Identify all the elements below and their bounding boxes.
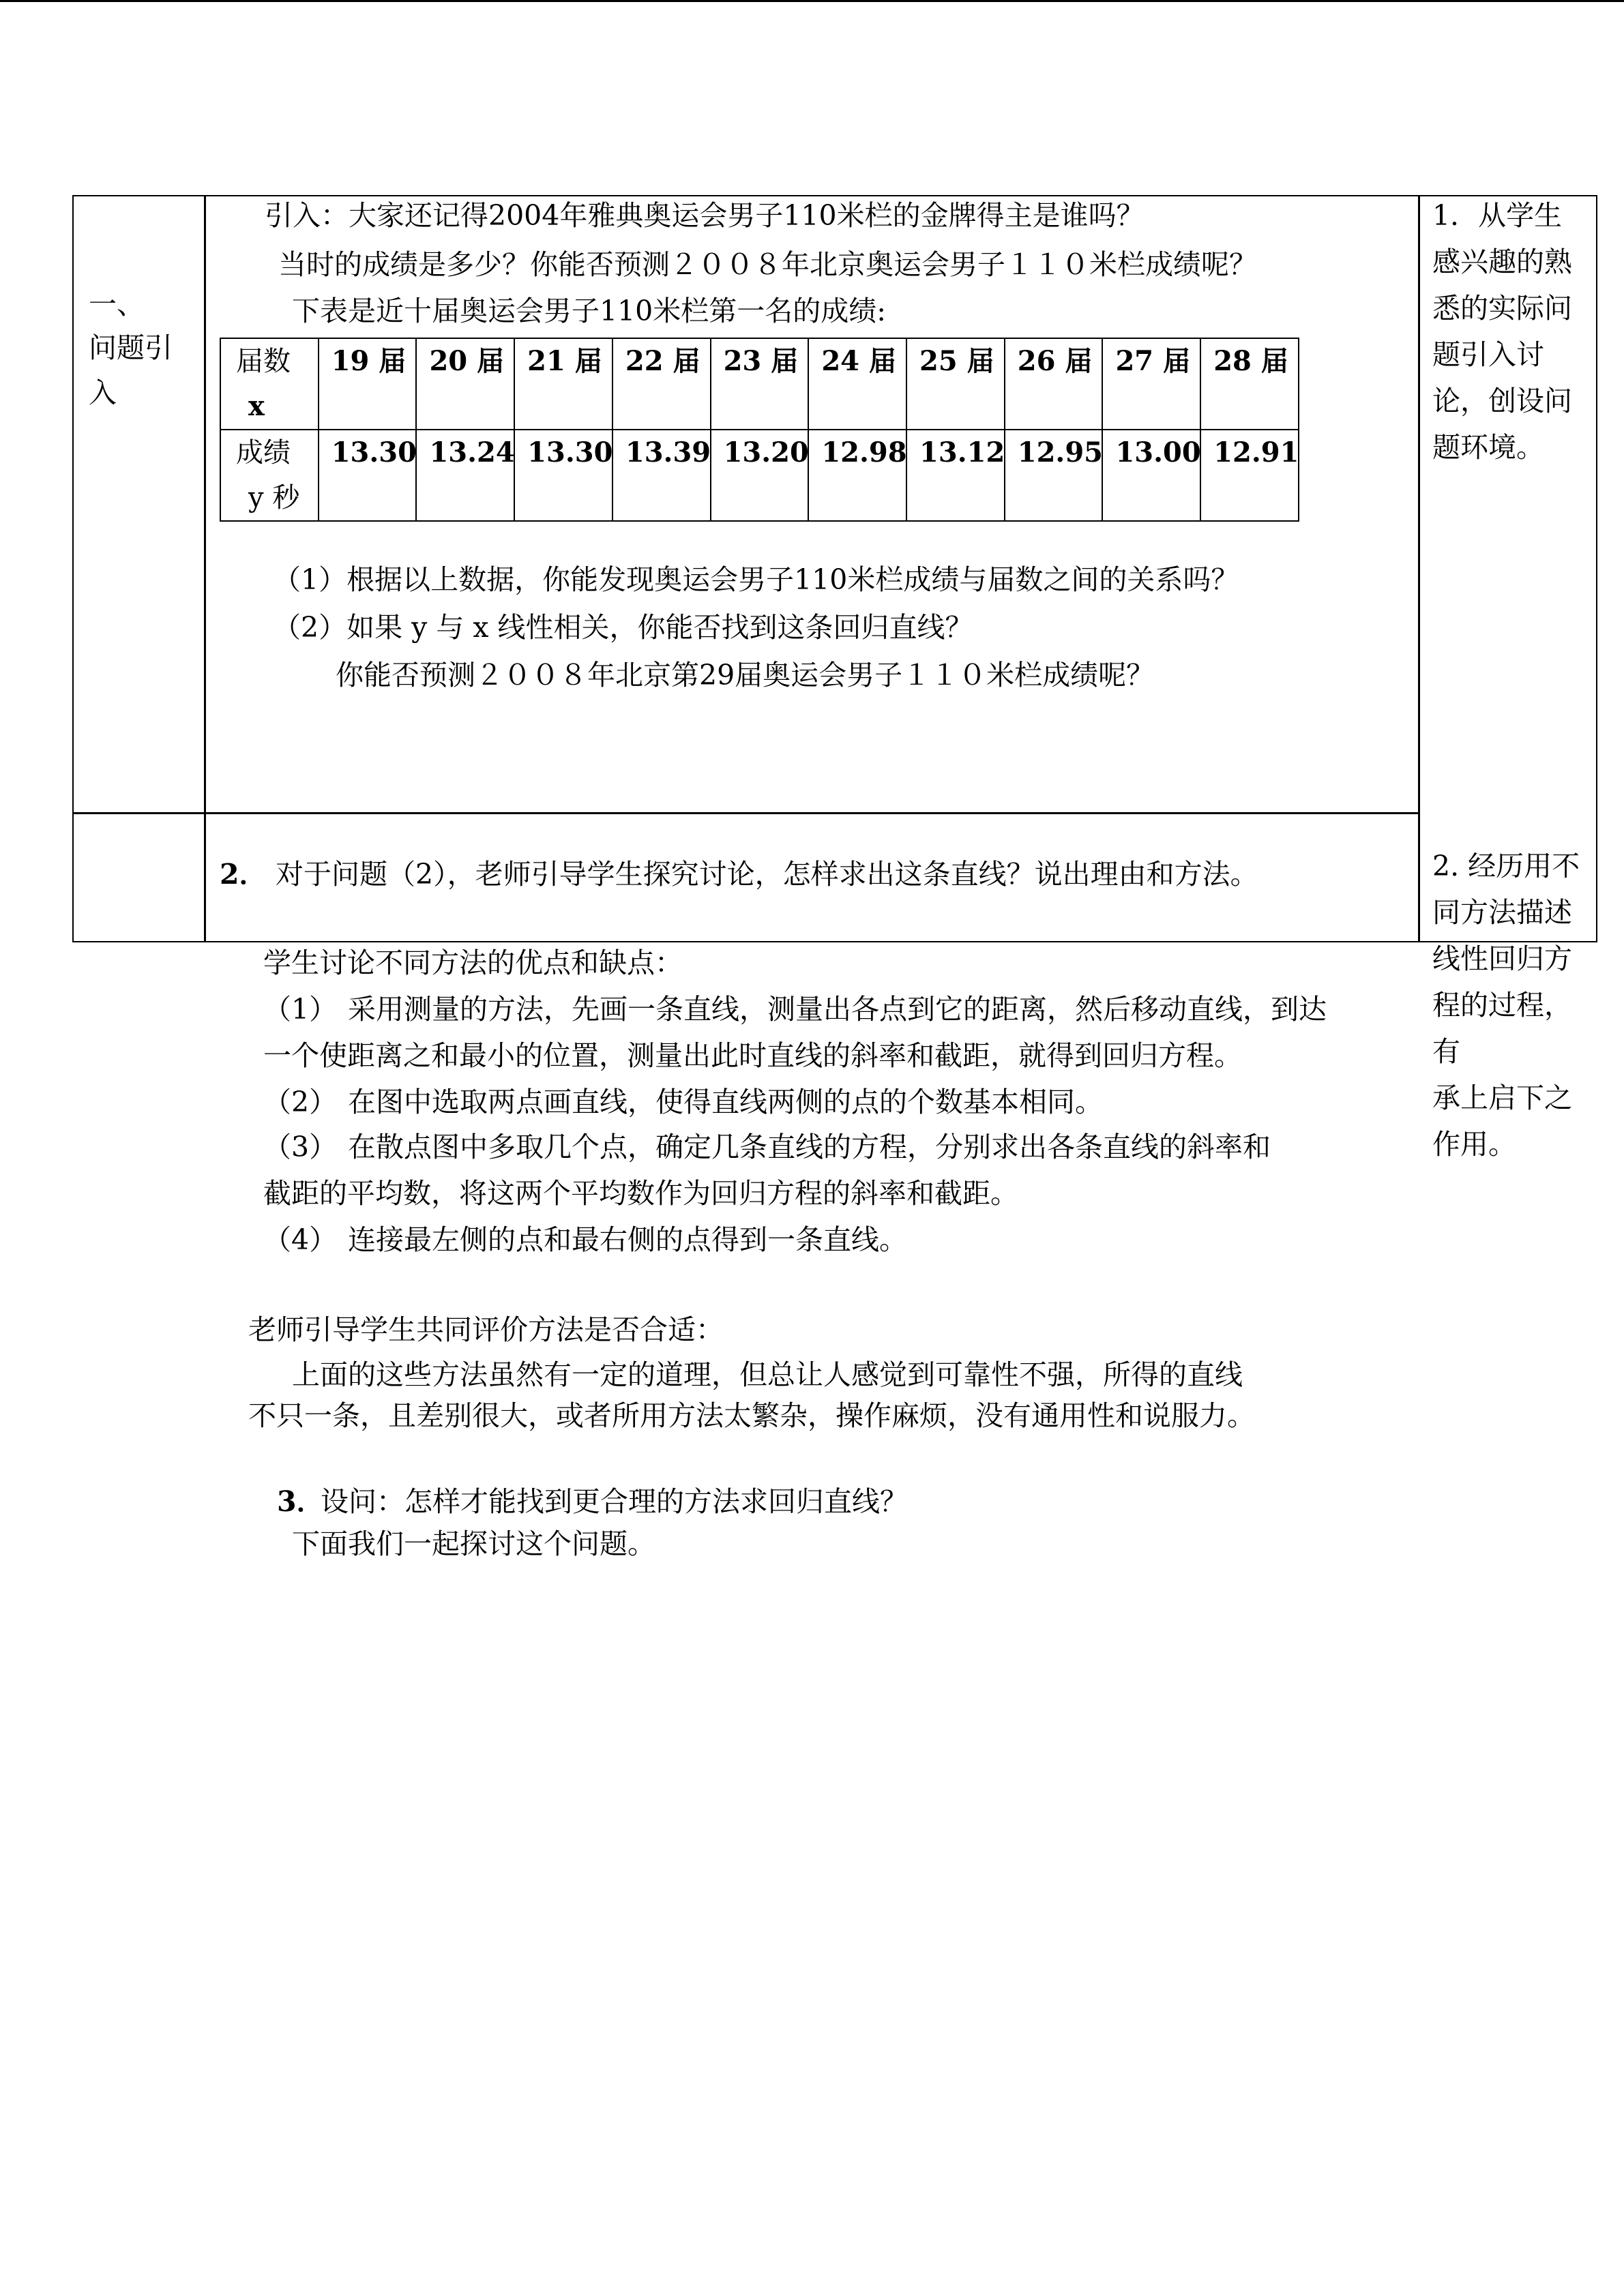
method-1-cont: 一个使距离之和最小的位置，测量出此时直线的斜率和截距，就得到回归方程。 (263, 1039, 1242, 1072)
intro-line-1: 引入：大家还记得2004年雅典奥运会男子110米栏的金牌得主是谁吗？ (265, 199, 1145, 232)
time-cell: 12.95 (1005, 430, 1103, 521)
column-divider-left (204, 195, 206, 942)
row-divider (72, 812, 1420, 814)
session-cell: 19 届 (319, 338, 417, 430)
time-cell: 13.39 (612, 430, 711, 521)
method-3-num: （3） (263, 1131, 338, 1163)
discuss-intro: 学生讨论不同方法的优点和缺点： (263, 946, 683, 979)
q3-text: 设问：怎样才能找到更合理的方法求回归直线？ (321, 1485, 908, 1518)
method-1-text: 采用测量的方法，先画一条直线，测量出各点到它的距离，然后移动直线，到达 (348, 993, 1327, 1026)
session-cell: 26 届 (1005, 338, 1103, 430)
times-header (220, 430, 319, 521)
time-cell: 13.24 (416, 430, 514, 521)
session-cell: 27 届 (1102, 338, 1200, 430)
q3-num: 3． (277, 1485, 325, 1518)
method-3-text: 在散点图中多取几个点，确定几条直线的方程，分别求出各条直线的斜率和 (348, 1131, 1271, 1163)
page-top-border (0, 0, 1624, 2)
session-cell: 21 届 (514, 338, 612, 430)
time-cell: 12.98 (808, 430, 906, 521)
sessions-header-label: 届数 (236, 346, 291, 377)
method-3-cont: 截距的平均数，将这两个平均数作为回归方程的斜率和截距。 (263, 1177, 1018, 1210)
times-row (220, 430, 1299, 521)
session-cell: 22 届 (612, 338, 711, 430)
session-cell: 23 届 (711, 338, 809, 430)
sessions-header (220, 338, 319, 430)
times-header-var: y 秒 (248, 482, 300, 513)
session-cell: 24 届 (808, 338, 906, 430)
section2-heading: 对于问题（2），老师引导学生探究讨论，怎样求出这条直线？说出理由和方法。 (276, 858, 1258, 891)
time-cell: 13.12 (906, 430, 1005, 521)
time-cell: 13.20 (711, 430, 809, 521)
section1-label-line1: 一、 (89, 288, 145, 320)
method-4-text: 连接最左侧的点和最右侧的点得到一条直线。 (348, 1223, 907, 1256)
time-cell: 12.91 (1200, 430, 1299, 521)
times-header-label: 成绩 (236, 437, 291, 468)
question-2: （2）如果 y 与 x 线性相关，你能否找到这条回归直线？ (273, 611, 973, 644)
method-2-text: 在图中选取两点画直线，使得直线两侧的点的个数基本相同。 (348, 1086, 1103, 1118)
section1-note: 1．从学生 感兴趣的熟 悉的实际问 题引入讨 论，创设问 题环境。 (1432, 199, 1572, 464)
method-4-num: （4） (263, 1223, 338, 1256)
session-cell: 20 届 (416, 338, 514, 430)
section2-heading-num: 2． (220, 858, 267, 891)
method-1-num: （1） (263, 993, 338, 1026)
section2-note: 2. 经历用不 同方法描述 线性回归方 程的过程， 有 承上启下之 作用。 (1432, 850, 1580, 1161)
question-1: （1）根据以上数据，你能发现奥运会男子110米栏成绩与届数之间的关系吗？ (273, 563, 1239, 596)
intro-line-2: 当时的成绩是多少？你能否预测２００８年北京奥运会男子１１０米栏成绩呢？ (278, 248, 1257, 281)
sessions-row (220, 338, 1299, 430)
session-cell: 28 届 (1200, 338, 1299, 430)
sessions-header-var: x (248, 390, 265, 422)
evaluate-line-1: 上面的这些方法虽然有一定的道理，但总让人感觉到可靠性不强，所得的直线 (292, 1358, 1243, 1391)
olympic-results-table (220, 338, 1299, 522)
evaluate-line-2: 不只一条，且差别很大，或者所用方法太繁杂，操作麻烦，没有通用性和说服力。 (248, 1399, 1255, 1432)
method-2-num: （2） (263, 1086, 338, 1118)
intro-line-3: 下表是近十届奥运会男子110米栏第一名的成绩: (292, 295, 887, 327)
column-divider-right (1418, 195, 1420, 942)
evaluate-intro: 老师引导学生共同评价方法是否合适： (248, 1313, 724, 1346)
time-cell: 13.30 (514, 430, 612, 521)
q3-follow: 下面我们一起探讨这个问题。 (292, 1527, 655, 1560)
session-cell: 25 届 (906, 338, 1005, 430)
question-2-follow: 你能否预测２００８年北京第29届奥运会男子１１０米栏成绩呢？ (336, 659, 1155, 691)
section1-label-line3: 入 (89, 376, 117, 409)
time-cell: 13.00 (1102, 430, 1200, 521)
section1-label-line2: 问题引 (89, 331, 173, 364)
time-cell: 13.30 (319, 430, 417, 521)
